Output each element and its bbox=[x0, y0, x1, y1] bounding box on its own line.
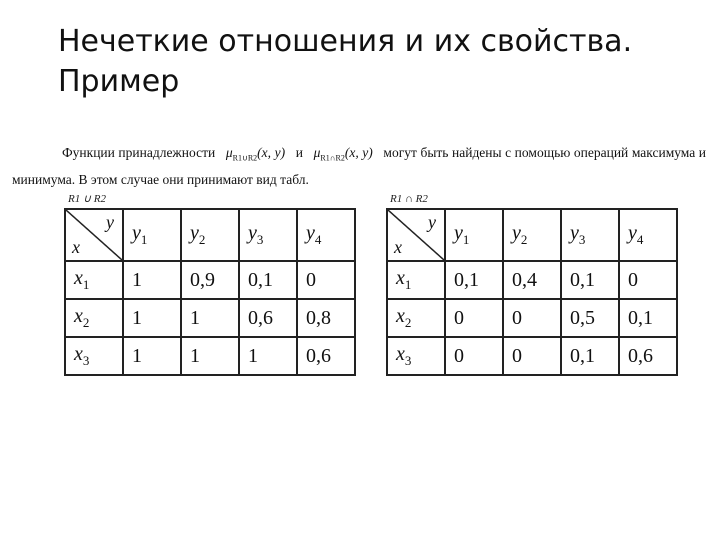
table-cell: 0,1 bbox=[619, 299, 677, 337]
column-header: $y_2$ bbox=[503, 209, 561, 261]
table-row bbox=[387, 337, 677, 375]
paragraph-part-2: и bbox=[295, 145, 303, 160]
intersection-table bbox=[386, 208, 678, 376]
union-table-label: R1 ∪ R2 bbox=[68, 193, 106, 205]
corner-y-label: y bbox=[428, 212, 436, 232]
mu-union-args: (x, y) bbox=[257, 145, 286, 160]
column-header: $y_2$ bbox=[181, 209, 239, 261]
column-header: $y_1$ bbox=[445, 209, 503, 261]
table-cell: 0,4 bbox=[503, 261, 561, 299]
table-cell: 0 bbox=[297, 261, 355, 299]
mu-union-subscript: R1∪R2 bbox=[232, 153, 258, 163]
row-header: $x_1$ bbox=[65, 261, 123, 299]
paragraph-part-1: Функции принадлежности bbox=[62, 145, 216, 160]
corner-x-label: x bbox=[72, 237, 80, 257]
table-cell: 0 bbox=[445, 337, 503, 375]
mu-intersect-args: (x, y) bbox=[344, 145, 373, 160]
table-cell: 0 bbox=[503, 337, 561, 375]
row-header: $x_3$ bbox=[65, 337, 123, 375]
table-row bbox=[65, 299, 355, 337]
table-cell: 0,1 bbox=[445, 261, 503, 299]
column-header: $y_1$ bbox=[123, 209, 181, 261]
corner-x-label: x bbox=[394, 237, 402, 257]
column-header: $y_3$ bbox=[239, 209, 297, 261]
row-header: $x_2$ bbox=[65, 299, 123, 337]
row-header: $x_2$ bbox=[387, 299, 445, 337]
mu-intersect-subscript: R1∩R2 bbox=[320, 153, 345, 163]
table-cell: 0 bbox=[503, 299, 561, 337]
mu-intersect-symbol: μ bbox=[313, 145, 321, 160]
table-cell: 0,6 bbox=[297, 337, 355, 375]
table-cell: 1 bbox=[181, 299, 239, 337]
slide-title-line-2: Пример bbox=[58, 64, 180, 99]
table-cell: 0,8 bbox=[297, 299, 355, 337]
table-cell: 0,1 bbox=[239, 261, 297, 299]
table-row bbox=[387, 261, 677, 299]
union-table-header-row bbox=[65, 209, 355, 261]
table-cell: 1 bbox=[239, 337, 297, 375]
intersection-table-header-row bbox=[387, 209, 677, 261]
intersection-table-block bbox=[386, 192, 678, 376]
table-cell: 0 bbox=[619, 261, 677, 299]
intersection-table-corner-cell bbox=[387, 209, 445, 261]
table-cell: 0,6 bbox=[239, 299, 297, 337]
table-cell: 0 bbox=[445, 299, 503, 337]
row-header: $x_3$ bbox=[387, 337, 445, 375]
table-row bbox=[65, 337, 355, 375]
table-row bbox=[65, 261, 355, 299]
table-cell: 0,1 bbox=[561, 337, 619, 375]
table-row bbox=[387, 299, 677, 337]
union-table-corner-cell bbox=[65, 209, 123, 261]
body-paragraph bbox=[12, 142, 706, 190]
table-cell: 1 bbox=[123, 299, 181, 337]
table-cell: 1 bbox=[123, 337, 181, 375]
table-cell: 0,1 bbox=[561, 261, 619, 299]
table-cell: 1 bbox=[123, 261, 181, 299]
intersection-table-label: R1 ∩ R2 bbox=[390, 193, 428, 205]
union-table bbox=[64, 208, 356, 376]
column-header: $y_4$ bbox=[297, 209, 355, 261]
table-cell: 0,5 bbox=[561, 299, 619, 337]
mu-union-symbol: μ bbox=[225, 145, 233, 160]
column-header: $y_3$ bbox=[561, 209, 619, 261]
column-header: $y_4$ bbox=[619, 209, 677, 261]
corner-y-label: y bbox=[106, 212, 114, 232]
table-cell: 0,6 bbox=[619, 337, 677, 375]
table-cell: 1 bbox=[181, 337, 239, 375]
paragraph-part-3: могут быть найдены с помощью операций максимума и минимума. В этом случае они принимают вид табл. bbox=[12, 145, 707, 187]
slide-title bbox=[58, 22, 698, 102]
slide-title-line-1: Нечеткие отношения и их свойства. bbox=[58, 24, 633, 59]
union-table-block bbox=[64, 192, 356, 376]
row-header: $x_1$ bbox=[387, 261, 445, 299]
table-cell: 0,9 bbox=[181, 261, 239, 299]
